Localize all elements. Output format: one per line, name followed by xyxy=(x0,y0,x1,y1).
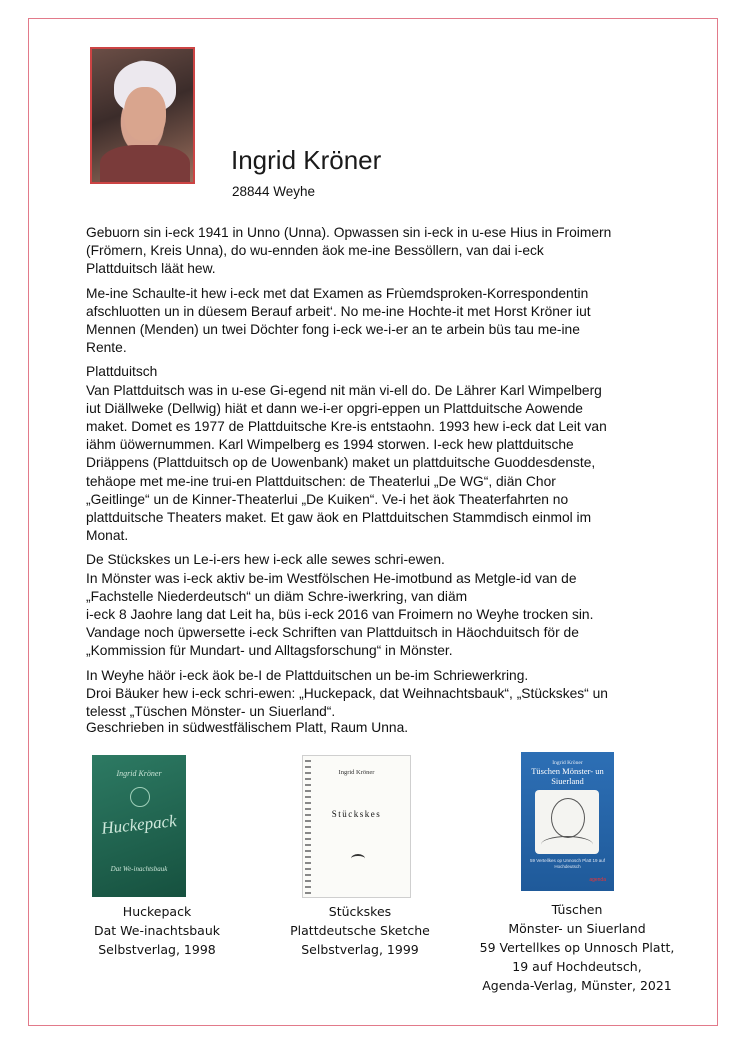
book-caption-tueschen: Tüschen Mönster- un Siuerland 59 Vertellkes op Unnosch Platt, 19 auf Hochdeutsch, Agenda-Verlag, Münster, 2021 xyxy=(479,902,675,993)
paragraph-birth: Gebuorn sin i-eck 1941 in Unno (Unna). Opwassen sin i-eck in u-ese Hius in Froimern (Frömern, Kreis Unna), do wu-ennden äok me-ine Bessöllern, van dai i-eck Plattduitsch läät hew. xyxy=(86,225,612,277)
author-name: Ingrid Kröner xyxy=(231,145,382,175)
book-cover-subtitle: Dat We-inachtsbauk xyxy=(110,865,168,873)
book-cover-author: Ingrid Kröner xyxy=(338,769,375,776)
book-cover-subtitle: 59 Vertellkes op Unnosch Platt 19 auf Hochdeutsch xyxy=(529,858,606,869)
ornament-icon xyxy=(351,854,365,863)
book-cover-title: Huckepack xyxy=(100,811,178,838)
biography xyxy=(86,224,678,727)
paragraph-weyhe: In Weyhe häör i-eck äok be-I de Plattduitschen un be-im Schriewerkring. Droi Bäuker hew i-eck schri-ewen: „Huckepack, dat Weihnachtsbauk“, „Stückskes“ un telesst „Tüschen Mönster- un Siuerland“. xyxy=(86,667,608,720)
paragraph-writing: De Stückskes un Le-i-ers hew i-eck alle sewes schri-ewen. In Mönster was i-eck aktiv be-im Westfölschen He-imotbund as Metgle-id van de „Fachstelle Niederdeutsch“ un diäm Schre-iwerkring, van diäm i-eck 8 Jaohre lang dat Leit ha, büs i-eck 2016 van Froimern no Weyhe trocken sin. Vandage noch üpwersette i-eck Schriften van Plattduitsch in Häochduitsch för de „Kommission für Mundart- und Alltagsforschung“ in Mönster. xyxy=(86,552,594,659)
spiral-binding xyxy=(305,760,311,894)
book-cover-title: Stückskes xyxy=(331,809,382,819)
book-cover-author: Ingrid Kröner xyxy=(552,760,583,766)
book-cover-tueschen xyxy=(521,752,614,891)
ornament-icon xyxy=(130,787,150,807)
book-cover-title: Tüschen Mönster- un Siuerland xyxy=(531,766,604,786)
dialect-note: Geschrieben in südwestfälischem Platt, Raum Unna. xyxy=(86,720,409,735)
publisher-logo: agenda xyxy=(589,877,606,883)
paragraph-career: Me-ine Schaulte-it hew i-eck met dat Examen as Frùemdsproken-Korrespondentin afschluotten un in düesem Berauf arbeit‘. No me-ine Hochte-it met Horst Kröner iut Mennen (Menden) un twei Döchter fong i-eck we-i-er an te arbein büs tau me-ine Rente. xyxy=(86,285,591,356)
paragraph-plattduitsch: Plattduitsch Van Plattduitsch was in u-ese Gi-egend nit män vi-ell do. De Lährer Karl Wimpelberg iut Diällweke (Dellwig) hiät et dann we-i-er opgri-eppen un Plattduitsche Aowende maket. Domet es 1977 de Plattduitsche Kre-is entstaohn. 1993 hew i-eck dat Leit van iähm üöwernummen. Karl Wimpelberg es 1994 storwen. I-eck hew plattduitsche Driäppens (Plattduitsch op de Uowenbank) maket un plattduitsche Guoddesdenste, tehäope met me-ine trui-en Plattduitschen: de Theaterlui „De WG“, diän Chor „Geitlinge“ un de Kinner-Theaterlui „De Kuiken“. Ve-i het äok Theaterfahrten no plattduitsche Theaters maket. Et gaw äok en Plattduitschen Stammdisch einmol im Monat. xyxy=(86,364,607,544)
portrait-sketch xyxy=(535,790,599,854)
book-caption-huckepack: Huckepack Dat We-inachtsbauk Selbstverlag, 1998 xyxy=(93,904,220,957)
book-caption-stueckskes: Stückskes Plattdeutsche Sketche Selbstverlag, 1999 xyxy=(290,904,430,957)
book-cover-author: Ingrid Kröner xyxy=(116,769,162,778)
book-cover-huckepack xyxy=(92,755,186,897)
author-place: 28844 Weyhe xyxy=(232,184,316,199)
book-cover-stueckskes xyxy=(302,755,411,898)
author-photo xyxy=(90,47,195,184)
